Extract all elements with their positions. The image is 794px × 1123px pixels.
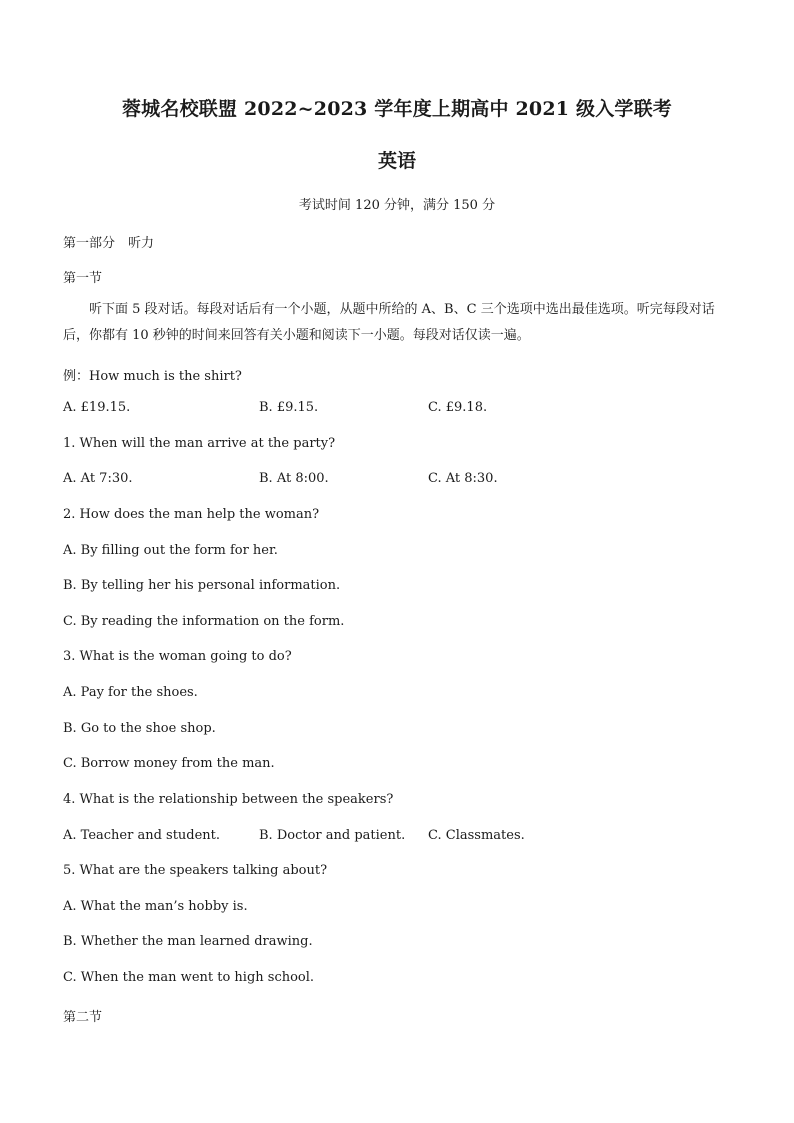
q1-option-b: B. At 8:00. — [259, 471, 329, 486]
section-heading-2: 第二节 — [63, 1010, 103, 1025]
section-heading: 第一节 — [63, 271, 103, 286]
q4-option-c: C. Classmates. — [428, 828, 525, 843]
example-question: 例：How much is the shirt? — [63, 369, 242, 384]
question-5: 5. What are the speakers talking about? — [63, 863, 328, 878]
instructions-paragraph: 听下面 5 段对话。每段对话后有一个小题，从题中所给的 A、B、C 三个选项中选出最佳选项。听完每段对话后，你都有 10 秒钟的时间来回答有关小题和阅读下一小题。每段对话仅读一遍。 — [63, 302, 715, 343]
question-2: 2. How does the man help the woman? — [63, 507, 320, 522]
part-heading: 第一部分 听力 — [63, 236, 155, 251]
question-1: 1. When will the man arrive at the party? — [63, 436, 336, 451]
exam-info: 考试时间 120 分钟，满分 150 分 — [298, 198, 496, 213]
example-option-a: A. £19.15. — [63, 400, 131, 415]
page-title: 蓉城名校联盟 2022~2023 学年度上期高中 2021 级入学联考 — [121, 98, 673, 120]
example-option-b: B. £9.15. — [259, 400, 319, 415]
question-4: 4. What is the relationship between the speakers? — [63, 792, 394, 807]
example-option-c: C. £9.18. — [428, 400, 488, 415]
question-3: 3. What is the woman going to do? — [63, 649, 292, 664]
q5-option-c: C. When the man went to high school. — [63, 970, 315, 985]
q1-option-a: A. At 7:30. — [63, 471, 133, 486]
q5-option-b: B. Whether the man learned drawing. — [63, 934, 313, 949]
q2-option-a: A. By filling out the form for her. — [63, 543, 278, 558]
q4-option-a: A. Teacher and student. — [63, 828, 221, 843]
q4-option-b: B. Doctor and patient. — [259, 828, 406, 843]
q3-option-b: B. Go to the shoe shop. — [63, 721, 216, 736]
q3-option-a: A. Pay for the shoes. — [63, 685, 198, 700]
subject-title: 英语 — [377, 150, 416, 172]
q2-option-c: C. By reading the information on the form. — [63, 614, 345, 629]
q2-option-b: B. By telling her his personal information. — [63, 578, 341, 593]
q3-option-c: C. Borrow money from the man. — [63, 756, 275, 771]
q5-option-a: A. What the man’s hobby is. — [63, 899, 248, 914]
q1-option-c: C. At 8:30. — [428, 471, 498, 486]
